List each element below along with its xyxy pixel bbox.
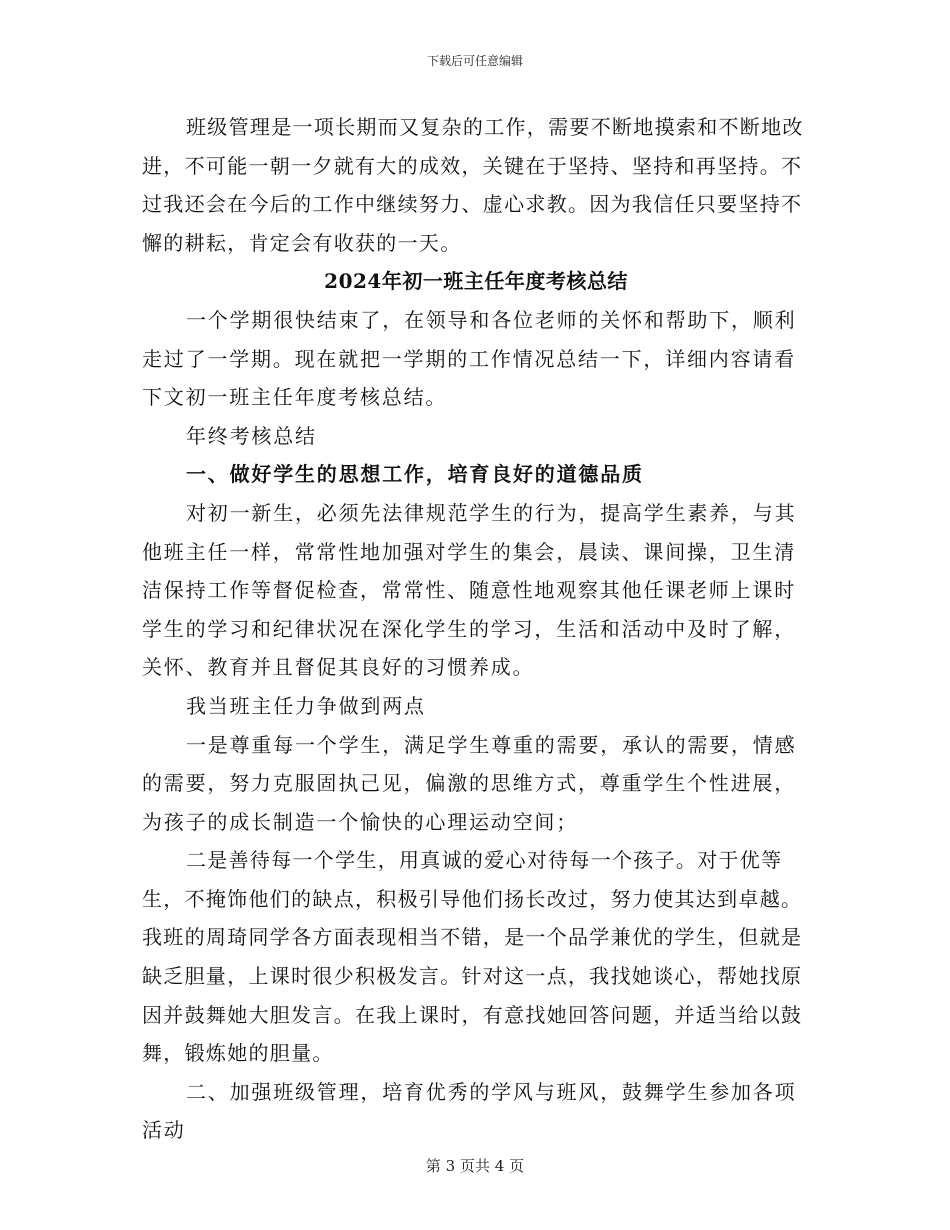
paragraph-behavior: 对初一新生，必须先法律规范学生的行为，提高学生素养，与其他班主任一样，常常性地加强对学生的集会，晨读、课间操，卫生清洁保持工作等督促检查，常常性、随意性地观察其他任课老师上课时学生的学习和纪律状况在深化学生的学习，生活和活动中及时了解，关怀、教育并且督促其良好的习惯养成。 xyxy=(142,500,797,680)
paragraph-point-one: 一是尊重每一个学生，满足学生尊重的需要，承认的需要，情感的需要，努力克服固执己见，偏激的思维方式，尊重学生个性进展，为孩子的成长制造一个愉快的心理运动空间； xyxy=(142,732,797,834)
paragraph-two-points: 我当班主任力争做到两点 xyxy=(186,693,426,718)
section-title: 2024年初一班主任年度考核总结 xyxy=(324,269,628,294)
heading-2: 二、加强班级管理，培育优秀的学风与班风，鼓舞学生参加各项活动 xyxy=(142,1079,797,1143)
paragraph-closing: 班级管理是一项长期而又复杂的工作，需要不断地摸索和不断地改进，不可能一朝一夕就有大的成效，关键在于坚持、坚持和再坚持。不过我还会在今后的工作中继续努力、虚心求教。因为我信任只要坚持不懈的耕耘，肯定会有收获的一天。 xyxy=(142,115,804,255)
heading-1: 一、做好学生的思想工作，培育良好的道德品质 xyxy=(186,462,644,487)
paragraph-subtitle: 年终考核总结 xyxy=(186,423,317,448)
page-footer: 第 3 页共 4 页 xyxy=(425,1157,525,1175)
paragraph-intro: 一个学期很快结束了，在领导和各位老师的关怀和帮助下，顺利走过了一学期。现在就把一学期的工作情况总结一下，详细内容请看下文初一班主任年度考核总结。 xyxy=(142,307,797,410)
document-body xyxy=(142,108,810,1150)
paragraph-point-two: 二是善待每一个学生，用真诚的爱心对待每一个孩子。对于优等生，不掩饰他们的缺点，积极引导他们扬长改过，努力使其达到卓越。我班的周琦同学各方面表现相当不错，是一个品学兼优的学生，但就是缺乏胆量，上课时很少积极发言。针对这一点，我找她谈心，帮她找原因并鼓舞她大胆发言。在我上课时，有意找她回答问题，并适当给以鼓舞，锻炼她的胆量。 xyxy=(142,848,803,1066)
page-header: 下载后可任意编辑 xyxy=(426,54,523,68)
